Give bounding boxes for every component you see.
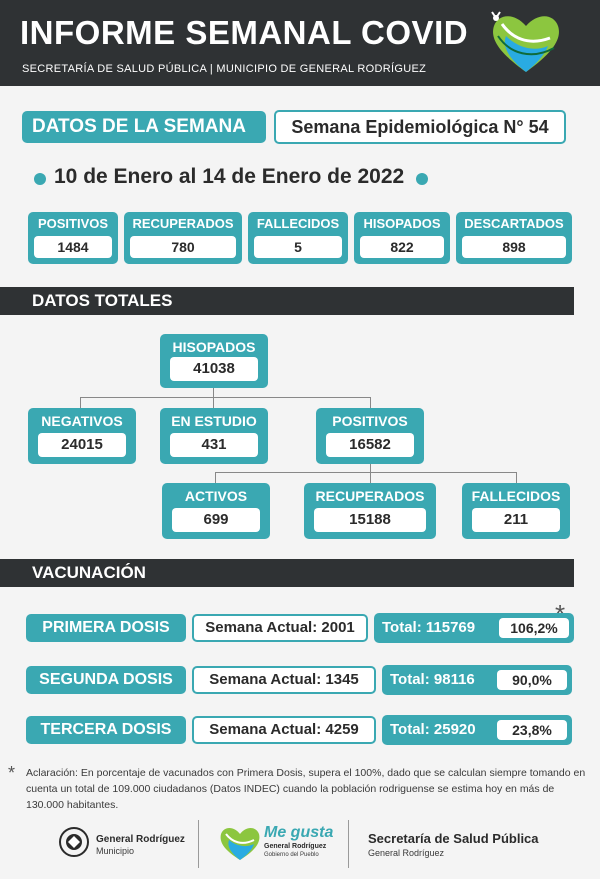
second-dose-total-box	[382, 665, 572, 695]
tree-connector	[80, 397, 81, 408]
stat-label: FALLECIDOS	[256, 216, 340, 231]
second-dose-week: Semana Actual: 1345	[192, 666, 376, 694]
stat-label: RECUPERADOS	[132, 216, 234, 231]
vaccination-title: VACUNACIÓN	[32, 563, 146, 582]
total-value: 699	[172, 508, 260, 532]
tree-connector	[370, 397, 371, 408]
total-label: FALLECIDOS	[471, 488, 561, 504]
first-dose-total: Total: 115769	[382, 619, 476, 636]
total-label: POSITIVOS	[332, 413, 408, 429]
footer-health-secretariat-title: Secretaría de Salud Pública	[368, 831, 539, 846]
total-value: 15188	[314, 508, 426, 532]
tree-connector	[80, 397, 371, 398]
total-activos	[162, 483, 270, 539]
footer-health-secretariat-sub: General Rodríguez	[368, 848, 445, 858]
total-recuperados	[304, 483, 436, 539]
total-label: RECUPERADOS	[315, 488, 425, 504]
total-fallecidos	[462, 483, 570, 539]
tree-connector	[516, 472, 517, 483]
third-dose-percent: 23,8%	[497, 720, 567, 740]
footer-municipality-title: General Rodríguez	[96, 834, 185, 845]
stat-value: 898	[462, 236, 566, 258]
footer-divider	[198, 820, 199, 868]
bullet-dot	[416, 173, 428, 185]
total-value: 41038	[170, 357, 258, 381]
weekly-stat-hisopados	[354, 212, 450, 264]
third-dose-label: TERCERA DOSIS	[26, 716, 186, 744]
weekly-data-badge: DATOS DE LA SEMANA	[22, 111, 266, 143]
report-subtitle: SECRETARÍA DE SALUD PÚBLICA | MUNICIPIO DE GENERAL RODRÍGUEZ	[22, 63, 427, 75]
footer-me-gusta-sub1: General Rodríguez	[264, 843, 327, 850]
total-value: 431	[170, 433, 258, 457]
total-positivos	[316, 408, 424, 464]
total-value: 24015	[38, 433, 126, 457]
third-dose-week: Semana Actual: 4259	[192, 716, 376, 744]
total-en-estudio	[160, 408, 268, 464]
first-dose-week: Semana Actual: 2001	[192, 614, 368, 642]
bullet-dot	[34, 173, 46, 185]
weekly-stat-descartados	[456, 212, 572, 264]
stat-label: POSITIVOS	[37, 216, 109, 231]
footer-me-gusta-sub2: Gobierno del Pueblo	[264, 852, 319, 858]
weekly-stat-positivos	[28, 212, 118, 264]
weekly-stat-recuperados	[124, 212, 242, 264]
stat-value: 822	[360, 236, 444, 258]
me-gusta-heart-icon	[218, 824, 262, 862]
vaccination-section-bar	[0, 559, 574, 587]
total-label: ACTIVOS	[184, 488, 248, 504]
footer-divider	[348, 820, 349, 868]
stat-value: 1484	[34, 236, 112, 258]
tree-connector	[213, 397, 214, 408]
total-value: 211	[472, 508, 560, 532]
footer-municipality-sub: Municipio	[96, 846, 135, 856]
third-dose-total: Total: 25920	[390, 721, 476, 738]
stat-label: DESCARTADOS	[464, 216, 564, 231]
municipal-seal-icon	[58, 826, 90, 858]
totals-section-bar	[0, 287, 574, 315]
epidemiological-week: Semana Epidemiológica N° 54	[274, 110, 566, 144]
weekly-stat-fallecidos	[248, 212, 348, 264]
second-dose-percent: 90,0%	[497, 670, 567, 690]
third-dose-total-box	[382, 715, 572, 745]
stat-value: 5	[254, 236, 342, 258]
tree-connector	[215, 472, 516, 473]
footer-me-gusta-title: Me gusta	[264, 824, 334, 841]
first-dose-label: PRIMERA DOSIS	[26, 614, 186, 642]
total-label: HISOPADOS	[172, 339, 256, 355]
tree-connector	[370, 472, 371, 483]
first-dose-percent: 106,2%	[499, 618, 569, 638]
stat-value: 780	[130, 236, 236, 258]
second-dose-label: SEGUNDA DOSIS	[26, 666, 186, 694]
tree-connector	[215, 472, 216, 483]
stat-label: HISOPADOS	[363, 216, 441, 231]
total-label: EN ESTUDIO	[171, 413, 257, 429]
first-dose-total-box	[374, 613, 574, 643]
report-title: INFORME SEMANAL COVID	[20, 14, 469, 51]
clarification-note: Aclaración: En porcentaje de vacunados con Primera Dosis, supera el 100%, dado que se calculan siempre tomando en cuenta un total de 109.000 ciudadanos (Datos INDEC) cuando la población rodriguense se estima hoy en más de 130.000 habitantes.	[26, 767, 586, 811]
total-negativos	[28, 408, 136, 464]
heart-logo-icon	[488, 8, 564, 78]
second-dose-total: Total: 98116	[390, 671, 475, 688]
note-asterisk-icon: *	[8, 763, 16, 783]
total-hisopados	[160, 334, 268, 388]
total-value: 16582	[326, 433, 414, 457]
total-label: NEGATIVOS	[41, 413, 123, 429]
date-range: 10 de Enero al 14 de Enero de 2022	[54, 165, 405, 188]
totals-title: DATOS TOTALES	[32, 291, 173, 310]
